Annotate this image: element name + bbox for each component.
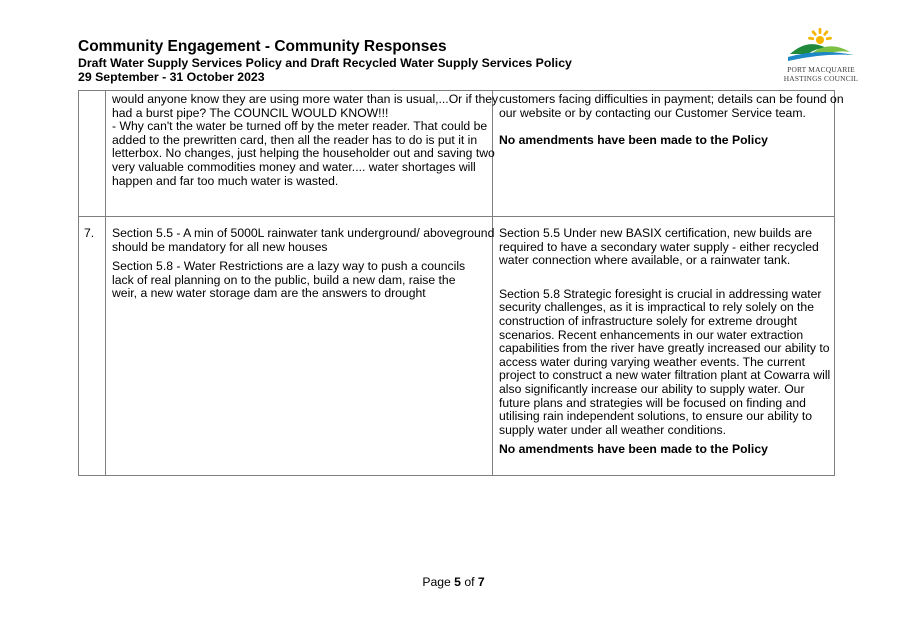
page-label: Page: [422, 575, 451, 589]
logo-text-line1: PORT MACQUARIE: [787, 65, 855, 74]
current-page-number: 5: [454, 575, 461, 589]
council-logo: [778, 26, 864, 88]
council-logo-icon: [778, 26, 864, 66]
table-row: [79, 91, 835, 217]
of-label: of: [464, 575, 475, 589]
response-line: customers facing difficulties in payment; details can be found on: [499, 92, 844, 106]
feedback-line: weir, a new water storage dam are the answers to drought: [112, 286, 426, 301]
feedback-line: added to the prewritten card, then all the reader has to do is put it in: [112, 132, 478, 147]
page-footer: [0, 575, 907, 589]
response-line: scenarios. Recent enhancements in our water extraction: [499, 327, 804, 342]
response-line: utilising rain independent solutions, to ensure our ability to: [499, 409, 813, 424]
response-line: project to construct a new water filtration plant at Cowarra will: [499, 368, 831, 383]
feedback-line: lack of real planning on to the public, build a new dam, raise the: [112, 272, 456, 287]
consultation-dates: 29 September - 31 October 2023: [78, 70, 265, 84]
row-number: 7.: [79, 217, 106, 476]
community-feedback-cell: [106, 91, 499, 217]
response-outcome: No amendments have been made to the Policy: [499, 442, 768, 457]
response-line: Section 5.8 Strategic foresight is crucial in addressing water: [499, 286, 822, 301]
response-line: Section 5.5 Under new BASIX certification, new builds are: [499, 226, 812, 240]
response-line: also significantly increase our ability to supply water. Our: [499, 381, 805, 396]
feedback-line: very valuable commodities money and water.... water shortages will: [112, 159, 476, 174]
response-line: access water during varying weather events. The current: [499, 354, 805, 369]
response-line: security challenges, as it is impractical to rely solely on the: [499, 300, 814, 315]
feedback-line: - Why can't the water be turned off by the meter reader. That could be: [112, 119, 488, 134]
response-line: required to have a secondary water supply - either recycled: [499, 239, 819, 254]
table-row: [79, 217, 835, 476]
council-response-cell: [493, 217, 835, 476]
feedback-line: letterbox. No changes, just helping the householder out and saving two: [112, 146, 495, 161]
council-response-cell: [493, 91, 844, 217]
document-title: Community Engagement - Community Responses: [78, 38, 447, 55]
response-line: future plans and strategies will be focused on finding and: [499, 395, 806, 410]
logo-text-line2: HASTINGS COUNCIL: [783, 73, 859, 83]
feedback-line: would anyone know they are using more water than is usual,...Or if they: [112, 92, 499, 106]
response-line: our website or by contacting our Customer Service team.: [499, 105, 806, 120]
response-outcome: No amendments have been made to the Policy: [499, 132, 768, 147]
total-pages-number: 7: [477, 575, 485, 589]
response-line: construction of infrastructure solely for extreme drought: [499, 313, 798, 328]
response-line: water connection where available, or a rainwater tank.: [499, 253, 791, 268]
community-feedback-cell: [106, 217, 493, 476]
feedback-line: should be mandatory for all new houses: [112, 239, 328, 254]
response-line: supply water under all weather conditions.: [499, 422, 726, 437]
council-logo-text: [778, 66, 864, 83]
document-header: [78, 38, 572, 84]
responses-table: [78, 90, 844, 476]
feedback-line: Section 5.5 - A min of 5000L rainwater tank underground/ aboveground: [112, 226, 495, 240]
document-subtitle: Draft Water Supply Services Policy and Draft Recycled Water Supply Services Policy: [78, 56, 572, 70]
feedback-line: had a burst pipe? The COUNCIL WOULD KNOW!!!: [112, 105, 389, 120]
feedback-line: happen and far too much water is wasted.: [112, 173, 339, 188]
response-line: capabilities from the river have greatly increased our ability to: [499, 341, 830, 356]
feedback-line: Section 5.8 - Water Restrictions are a lazy way to push a councils: [112, 259, 466, 274]
row-number: [79, 91, 106, 217]
